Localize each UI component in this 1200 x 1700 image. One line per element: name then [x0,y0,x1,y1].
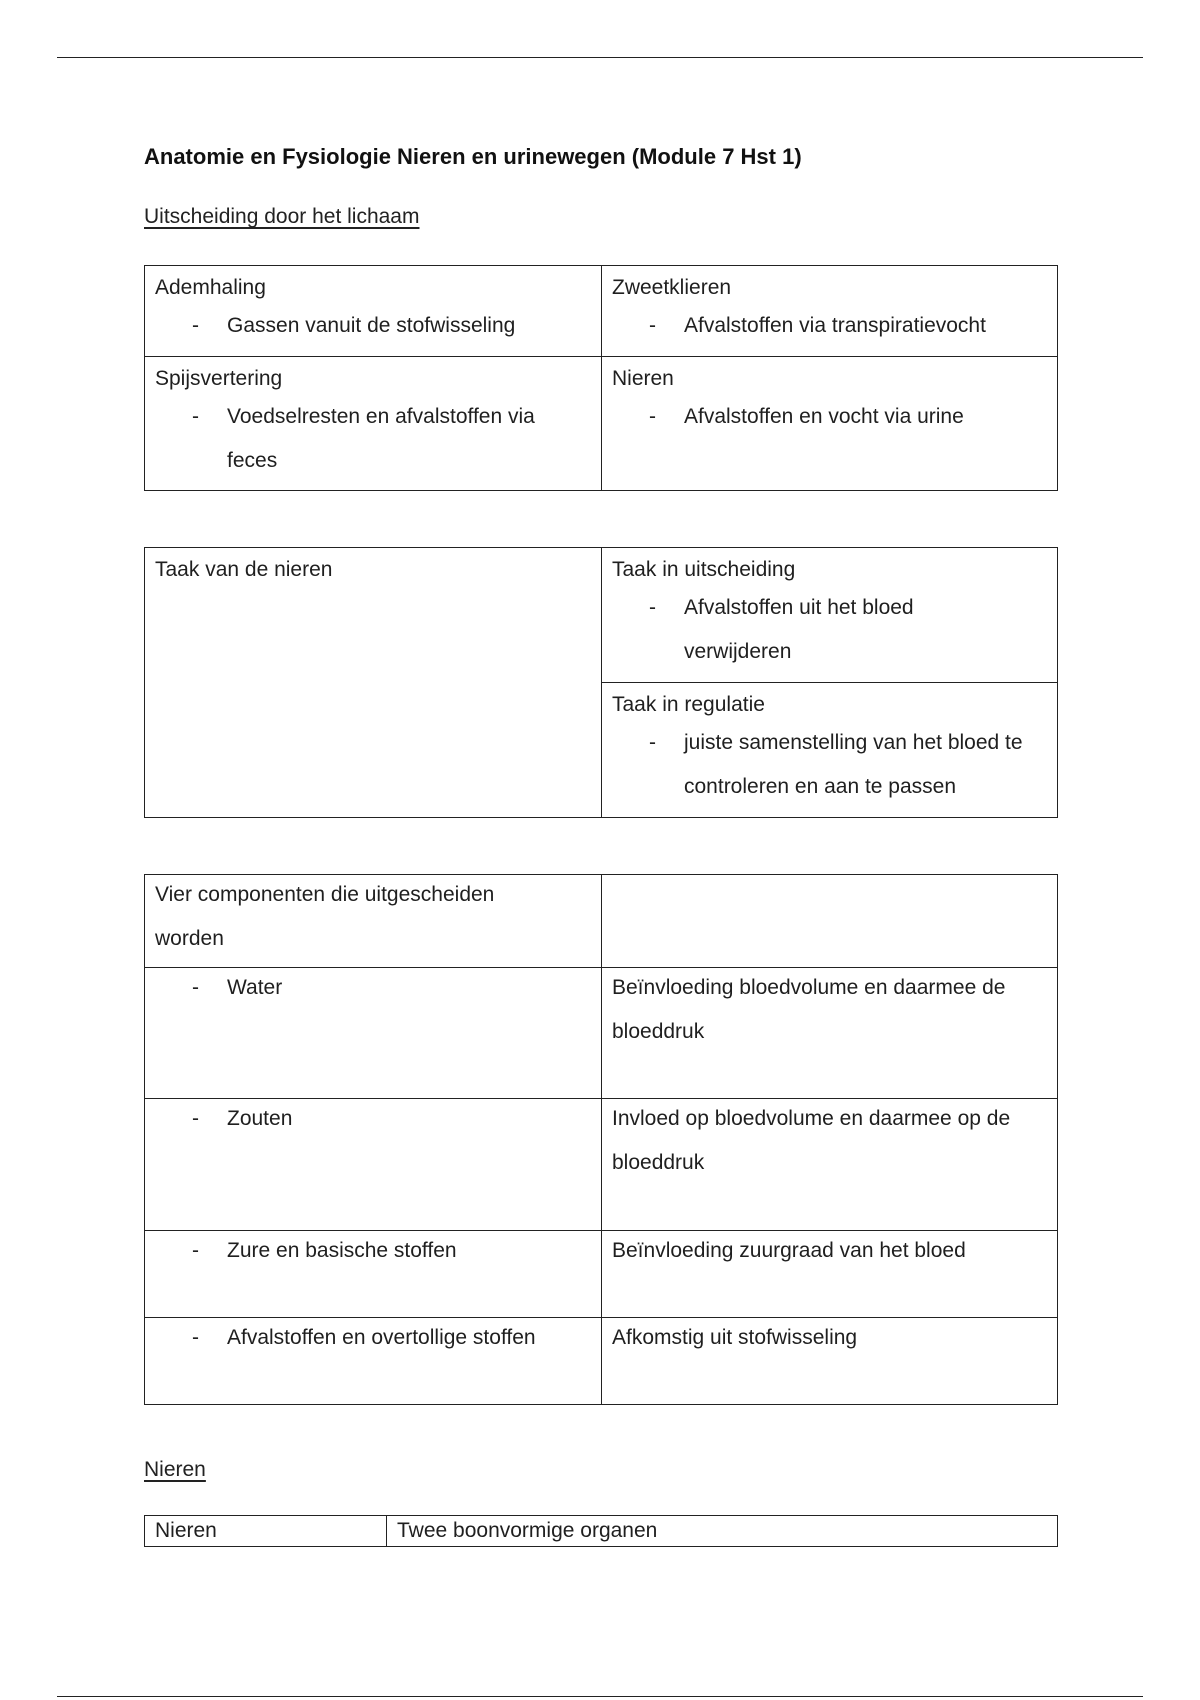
table-row [145,1516,1058,1547]
list-item: - Afvalstoffen en overtollige stoffen [155,1316,591,1360]
list-item: - juiste samenstelling van het bloed te controleren en aan te passen [612,721,1047,809]
table-cell [602,548,1058,683]
cell-heading: Taak van de nieren [155,558,333,581]
bullet-list [612,586,1047,674]
cell-heading: Taak in regulatie [612,693,765,716]
table-row [145,968,1058,1099]
cell-heading: Spijsvertering [155,367,283,390]
table-cell [145,1099,602,1231]
table-cell [602,968,1058,1099]
list-item: - Voedselresten en afvalstoffen via feces [155,395,591,483]
list-item: - Zure en basische stoffen [155,1229,591,1273]
list-item: - Afvalstoffen en vocht via urine [612,395,1047,439]
table-cell [602,266,1058,357]
cell-text: Beïnvloeding bloedvolume en daarmee de bloeddruk [612,976,1006,1043]
cell-heading: Ademhaling [155,276,266,299]
section-heading-kidneys: Nieren [144,1458,206,1481]
bullet-list [155,1229,591,1273]
table-cell [145,548,602,818]
definition-cell: Twee boonvormige organen [387,1516,1058,1547]
bullet-list [612,304,1047,348]
cell-text: Invloed op bloedvolume en daarmee op de bloeddruk [612,1107,1011,1174]
document-title: Anatomie en Fysiologie Nieren en urinewegen (Module 7 Hst 1) [144,144,802,169]
table-cell [602,1099,1058,1231]
table-cell [602,683,1058,818]
kidney-definition-table [144,1515,1058,1547]
table-cell [145,1318,602,1405]
table-cell [602,1231,1058,1318]
cell-heading: Zweetklieren [612,276,732,299]
cell-text: Afkomstig uit stofwisseling [612,1326,858,1349]
bullet-list [155,1097,591,1141]
footer-rule [57,1696,1143,1697]
table-cell [602,875,1058,968]
table-row [145,548,1058,683]
term-cell: Nieren [145,1516,387,1547]
table-row [145,1231,1058,1318]
table-row [145,357,1058,491]
list-item: - Afvalstoffen via transpiratievocht [612,304,1047,348]
kidney-tasks-table [144,547,1058,818]
table-cell [145,266,602,357]
section-heading-excretion: Uitscheiding door het lichaam [144,205,420,228]
bullet-list [612,395,1047,439]
bullet-list [155,1316,591,1360]
table-row [145,875,1058,968]
list-item: - Water [155,966,591,1010]
cell-heading: Taak in uitscheiding [612,558,796,581]
table-row [145,1318,1058,1405]
components-table [144,874,1058,1405]
table-cell [602,1318,1058,1405]
table-cell [145,968,602,1099]
list-item: - Zouten [155,1097,591,1141]
table-row [145,1099,1058,1231]
bullet-list [155,966,591,1010]
table-cell [602,357,1058,491]
list-item: - Afvalstoffen uit het bloed verwijderen [612,586,1047,674]
list-item: - Gassen vanuit de stofwisseling [155,304,591,348]
table-cell [145,875,602,968]
bullet-list [155,304,591,348]
table-row [145,266,1058,357]
cell-heading: Vier componenten die uitgescheiden worden [155,883,495,950]
table-cell [145,357,602,491]
bullet-list [612,721,1047,809]
bullet-list [155,395,591,483]
table-cell [145,1231,602,1318]
cell-text: Beïnvloeding zuurgraad van het bloed [612,1239,966,1262]
cell-heading: Nieren [612,367,674,390]
excretion-table [144,265,1058,491]
header-rule [57,57,1143,58]
